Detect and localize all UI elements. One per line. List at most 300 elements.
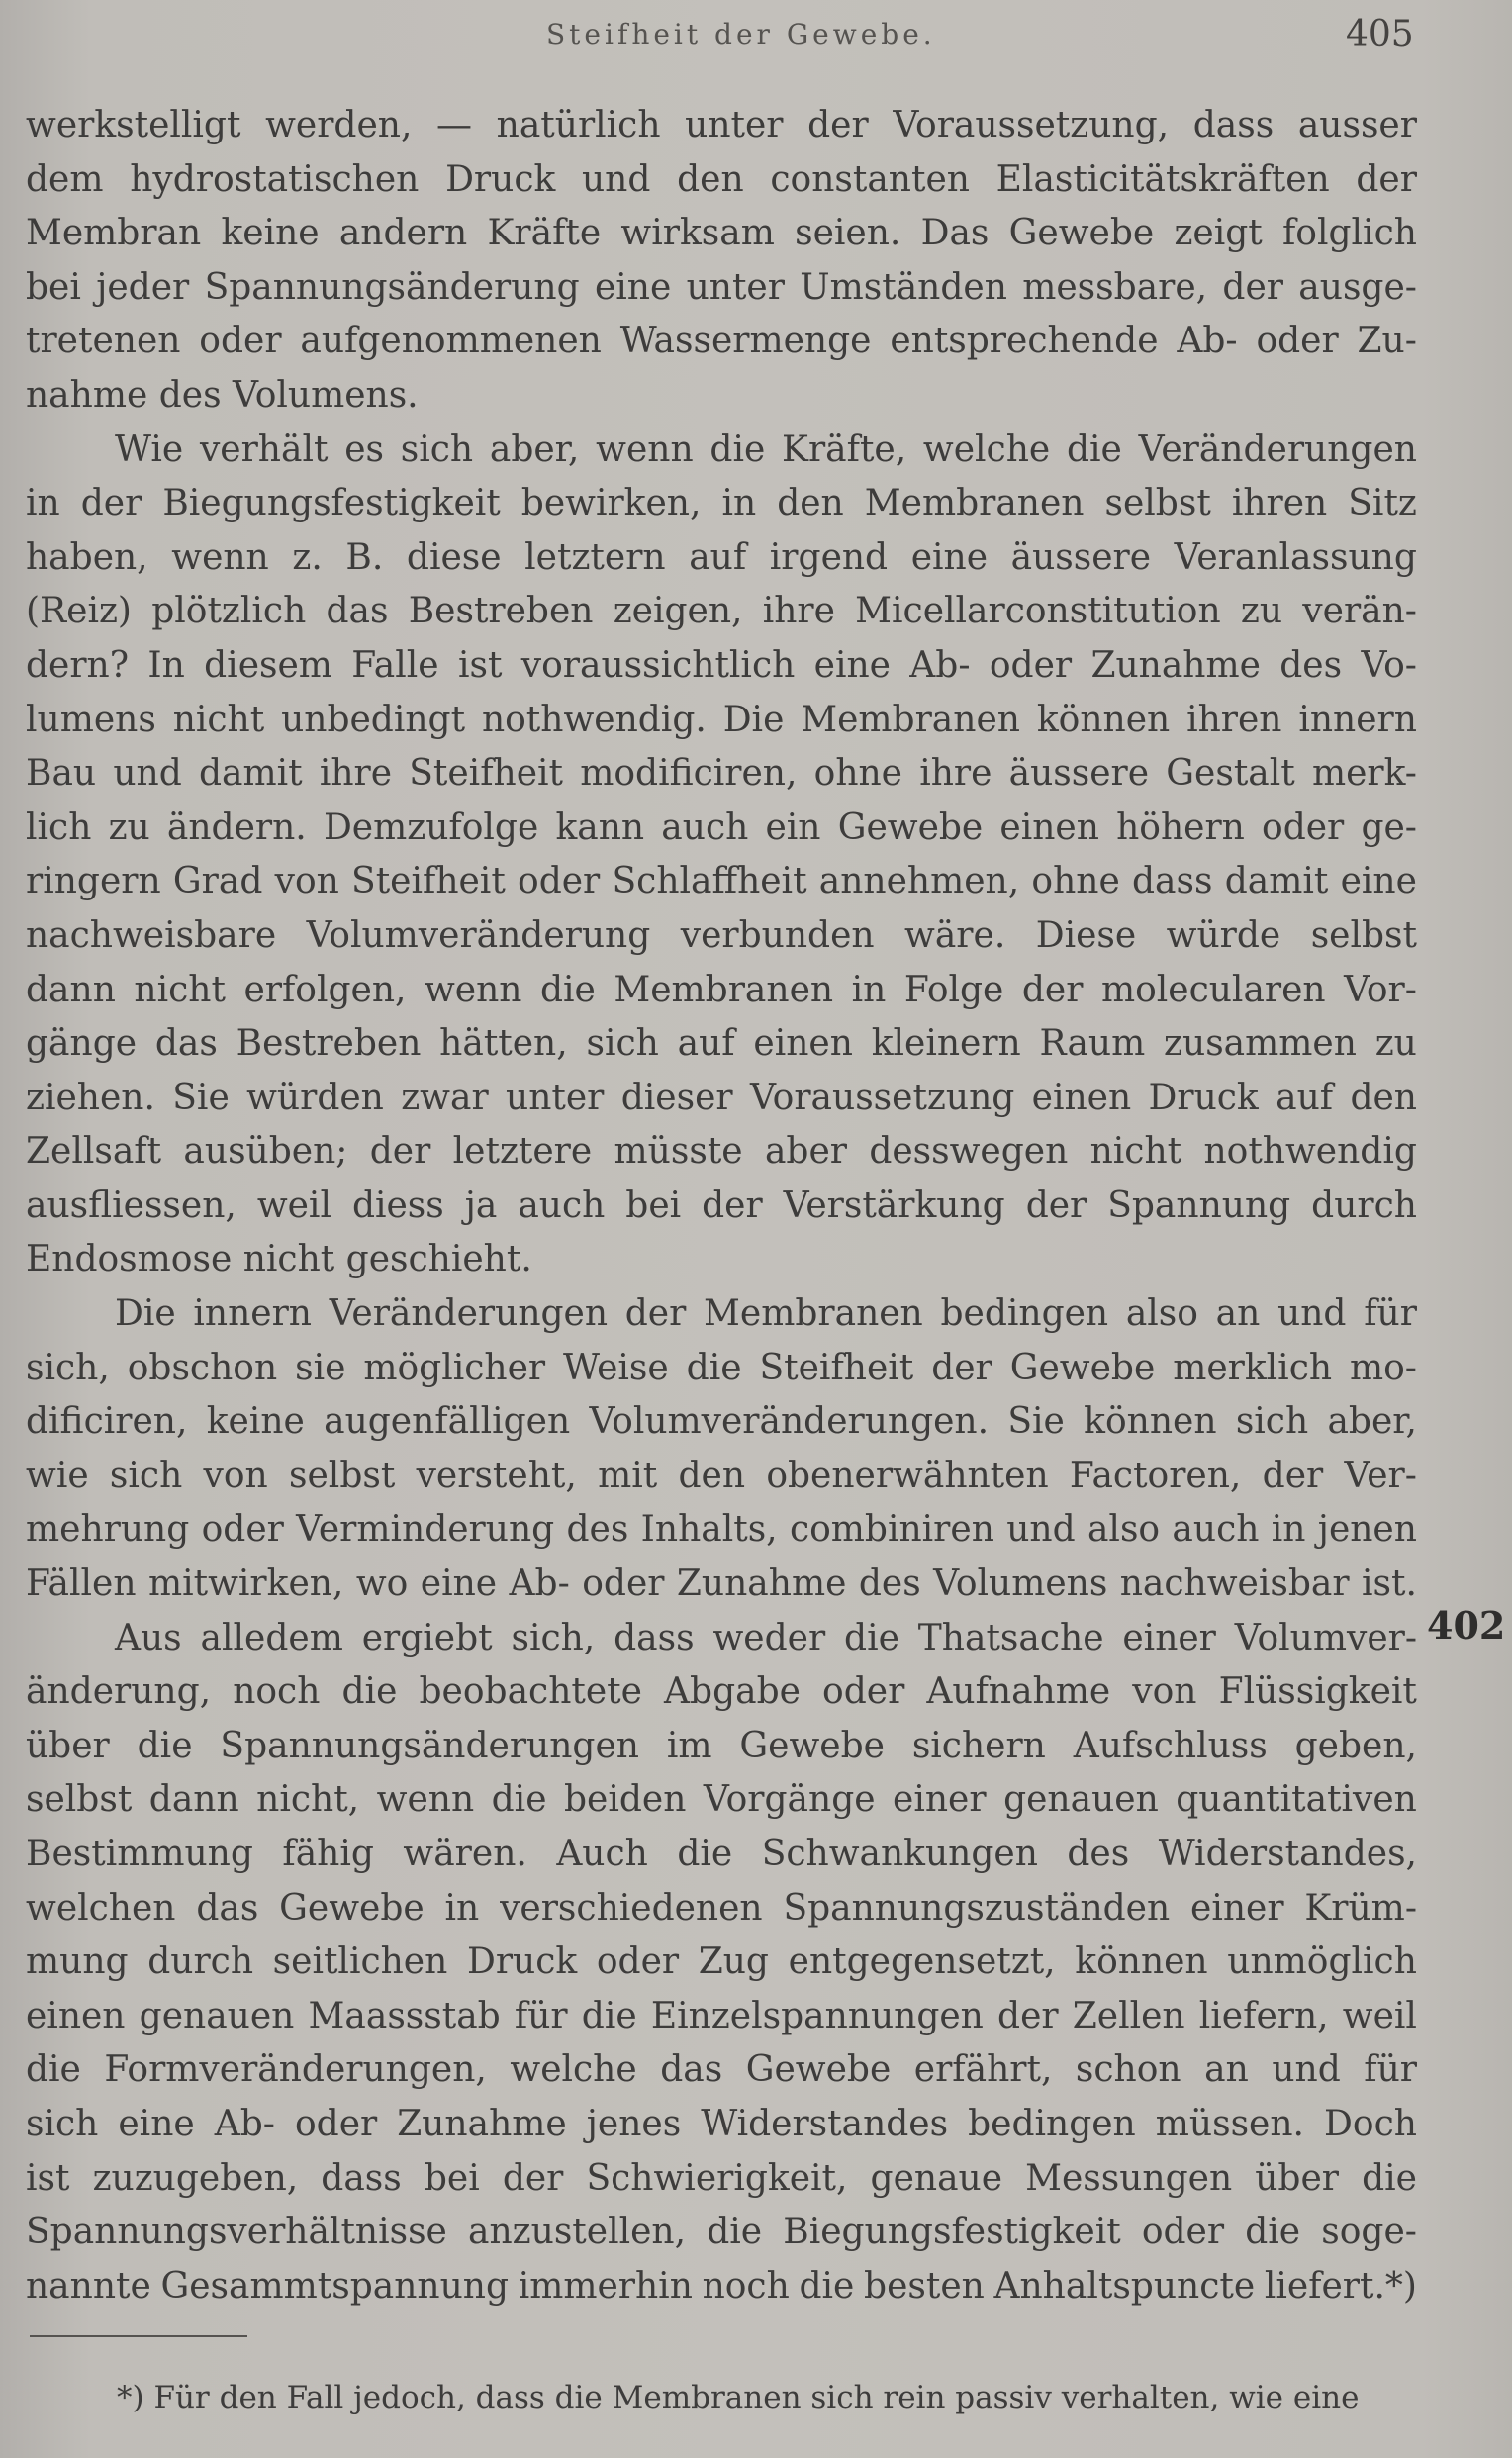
word: Spannungsänderungen [220, 1725, 639, 1766]
text-line [26, 1558, 1417, 1612]
text-line [26, 639, 1417, 694]
word: oder [582, 1563, 665, 1605]
word: wirksam [620, 213, 775, 254]
word: genauen [1003, 1779, 1159, 1821]
word: Gewebe [279, 1887, 425, 1929]
word: Schwankungen [761, 1834, 1038, 1874]
word: des [1067, 1834, 1130, 1874]
text-line [26, 694, 1417, 748]
text-line [26, 424, 1417, 478]
word: Das [920, 213, 990, 254]
word: wenn [596, 428, 694, 470]
word: zu [108, 806, 150, 848]
word: Veranlassung [1174, 536, 1417, 578]
word: molecularen [1100, 969, 1326, 1010]
word: ausser [1297, 105, 1417, 145]
word: werkstelligt [26, 105, 241, 145]
word: in [1271, 1509, 1306, 1551]
word: es [344, 428, 384, 470]
word: des [858, 1563, 921, 1605]
word: eine [813, 644, 891, 686]
word: liefern, [1198, 1995, 1329, 2036]
word: ein [765, 806, 821, 848]
word: entgegensetzt, [788, 1941, 1056, 1983]
word: Gewebe [837, 806, 984, 848]
word: der [1222, 266, 1283, 308]
word: Aus [115, 1617, 182, 1658]
word: Factoren, [1069, 1455, 1242, 1496]
word: verschiedenen [500, 1887, 763, 1929]
word: Druck [1148, 1077, 1259, 1118]
word: dass [1192, 105, 1275, 145]
word: einer [1122, 1617, 1216, 1658]
word: B. [345, 536, 384, 578]
word: Gesammtspannung [160, 2265, 509, 2307]
word: das [154, 1023, 218, 1065]
word: Gewebe [745, 2049, 892, 2091]
word: Bestreben [408, 591, 594, 632]
text-line [26, 855, 1417, 909]
word: sich [26, 2103, 99, 2144]
word: noch [702, 2265, 790, 2307]
word: Verstärkung [783, 1184, 1005, 1226]
word: nicht, [256, 1779, 360, 1821]
word: diesem [204, 644, 332, 686]
word: aber [764, 1131, 847, 1173]
word: äussere [1008, 753, 1150, 795]
word: Volumver- [1234, 1617, 1417, 1658]
word: oder [989, 644, 1073, 686]
word: anzustellen, [468, 2212, 687, 2253]
word: genauen [139, 1995, 295, 2036]
text-line [26, 477, 1417, 531]
word: Gewebe [739, 1725, 885, 1766]
word: dass [321, 2157, 402, 2199]
word: mehrung [26, 1509, 190, 1551]
word: Sie [172, 1077, 230, 1118]
word: innern [1298, 699, 1417, 740]
word: oder [1262, 806, 1345, 848]
word: sich, [26, 1347, 110, 1388]
word: Zunahme [397, 2103, 567, 2144]
word: zuzugeben, [92, 2157, 299, 2199]
word: weil [1342, 1995, 1417, 2036]
word: können [1084, 1401, 1217, 1443]
word: der [369, 1131, 431, 1173]
word: den [677, 158, 744, 200]
word: zwar [401, 1077, 489, 1118]
word: von [203, 1455, 268, 1496]
word: Ab- [1177, 321, 1238, 362]
word: sich [1235, 1401, 1309, 1443]
word: Bestreben [236, 1023, 422, 1065]
word: Spannungsverhältnisse [26, 2212, 447, 2253]
word: Inhalts, [640, 1509, 778, 1551]
word: dass [614, 1617, 695, 1658]
word: Vor- [1344, 969, 1417, 1010]
word: seien. [795, 213, 901, 254]
word: ja [464, 1184, 498, 1226]
word: Zug [698, 1941, 769, 1983]
word: eine [594, 266, 672, 308]
word: Demzufolge [323, 806, 539, 848]
word: Abgabe [664, 1671, 801, 1713]
word: der [624, 1293, 687, 1335]
word: Volumveränderung [306, 914, 651, 956]
text-line [26, 1180, 1417, 1234]
word: beobachtete [419, 1671, 642, 1713]
word: zeigen, [613, 591, 743, 632]
word: und [1277, 1293, 1347, 1335]
word: Doch [1324, 2103, 1417, 2144]
word: bedingen [968, 2103, 1136, 2144]
text-line [26, 1612, 1417, 1666]
body-text [26, 99, 1417, 2314]
word: Zunahme [676, 1563, 847, 1605]
word: verän- [1302, 591, 1417, 632]
word: den [777, 483, 844, 524]
word: in [851, 969, 887, 1010]
word: des [158, 374, 222, 416]
word: dann [26, 969, 116, 1010]
word: Verminderung [296, 1509, 555, 1551]
word: verhält [199, 428, 329, 470]
word: Maassstab [308, 1995, 501, 2036]
word: kann [555, 806, 645, 848]
running-head-title: Steifheit der Gewebe. [546, 18, 936, 50]
text-line [26, 1665, 1417, 1720]
word: der [702, 1184, 763, 1226]
word: die [26, 2049, 81, 2091]
word: auf [689, 536, 747, 578]
word: Volumens. [233, 374, 419, 416]
word: Zellsaft [26, 1131, 162, 1173]
text-line [26, 1828, 1417, 1882]
word: obschon [127, 1347, 278, 1388]
text-line [26, 585, 1417, 639]
word: Gewebe [1009, 1347, 1156, 1388]
word: würde [1166, 914, 1281, 956]
word: über [26, 1725, 110, 1766]
word: kleinern [871, 1023, 1021, 1065]
word: auch [518, 1184, 606, 1226]
word: ge- [1361, 806, 1417, 848]
word: das [660, 2049, 723, 2091]
word: selbst [1310, 914, 1417, 956]
word: den [1350, 1077, 1417, 1118]
word: zu [1374, 1023, 1417, 1065]
word: oder [201, 1509, 284, 1551]
word: der [997, 1995, 1059, 2036]
word: lumens [26, 699, 156, 740]
text-line [26, 207, 1417, 261]
word: Zunahme [1090, 644, 1261, 686]
text-line [26, 1233, 1417, 1287]
word: geben, [1294, 1725, 1417, 1766]
word: seitlichen [272, 1941, 448, 1983]
word: voraussichtlich [520, 644, 796, 686]
word: Bestimmung [26, 1834, 253, 1874]
word: mung [26, 1941, 129, 1983]
word: werden, [265, 105, 413, 145]
word: Raum [1039, 1023, 1146, 1065]
word: Messungen [1025, 2157, 1233, 2199]
word: keine [221, 213, 320, 254]
word: oder [199, 321, 282, 362]
word: Membran [26, 213, 202, 254]
word: den [678, 1455, 746, 1496]
word: unter [506, 1077, 605, 1118]
word: nachweisbar [1119, 1563, 1350, 1605]
word: Spannungszuständen [783, 1887, 1171, 1929]
word: Spannung [1107, 1184, 1291, 1226]
word: Die [722, 699, 785, 740]
word: dieser [620, 1077, 733, 1118]
word: noch [233, 1671, 321, 1713]
word: Steifheit [409, 753, 563, 795]
word: gänge [26, 1023, 138, 1065]
word: der [1262, 1455, 1324, 1496]
word: dass [1132, 861, 1213, 902]
word: wo [355, 1563, 409, 1605]
word: irgend [769, 536, 889, 578]
word: liefert.*) [1264, 2265, 1417, 2307]
text-line [26, 2206, 1417, 2260]
word: wären. [403, 1834, 527, 1874]
word: Wie [115, 428, 184, 470]
word: Aufschluss [1073, 1725, 1268, 1766]
word: dann [148, 1779, 239, 1821]
word: annehmen, [818, 861, 1020, 902]
word: die [677, 1834, 733, 1874]
word: Wassermenge [619, 321, 872, 362]
word: die [844, 1617, 899, 1658]
word: der [807, 105, 869, 145]
word: ihren [1186, 699, 1282, 740]
word: Ab- [909, 644, 971, 686]
word: der [1356, 158, 1417, 200]
word: die [709, 428, 766, 470]
margin-page-reference: 402 [1427, 1603, 1506, 1648]
text-line [26, 99, 1417, 153]
word: Gestalt [1166, 753, 1295, 795]
word: Die [115, 1293, 176, 1335]
word: wäre. [904, 914, 1006, 956]
word: Auch [556, 1834, 648, 1874]
word: beiden [564, 1779, 687, 1821]
word: also [1087, 1509, 1161, 1551]
word: die [1362, 2157, 1417, 2199]
word: unter [685, 105, 784, 145]
word: einen [1031, 1077, 1132, 1118]
word: im [666, 1725, 712, 1766]
word: lich [26, 806, 92, 848]
word: ohne [813, 753, 902, 795]
word: selbst [26, 1779, 133, 1821]
word: würden [246, 1077, 384, 1118]
word: nicht [242, 1239, 335, 1280]
text-line [26, 1287, 1417, 1342]
word: Schlaffheit [612, 861, 807, 902]
word: folglich [1281, 213, 1417, 254]
word: selbst [289, 1455, 396, 1496]
word: die [539, 969, 596, 1010]
word: tretenen [26, 321, 181, 362]
text-line [26, 531, 1417, 586]
word: die [341, 1671, 398, 1713]
word: und [1006, 1509, 1076, 1551]
word: weder [712, 1617, 826, 1658]
word: nicht [1089, 1131, 1182, 1173]
word: von [1132, 1671, 1197, 1713]
word: Volumveränderungen. [589, 1401, 990, 1443]
text-line [26, 2152, 1417, 2207]
word: wie [26, 1455, 89, 1496]
word: Druck [445, 158, 556, 200]
word: aufgenommenen [300, 321, 602, 362]
word: des [566, 1509, 629, 1551]
word: nothwendig [1203, 1131, 1417, 1173]
text-line [26, 909, 1417, 964]
word: — [436, 105, 473, 145]
word: Krüm- [1304, 1887, 1417, 1929]
text-line [26, 802, 1417, 856]
word: Kräfte [487, 213, 602, 254]
word: natürlich [496, 105, 661, 145]
word: müsste [614, 1131, 743, 1173]
word: damit [1224, 861, 1329, 902]
word: sichern [911, 1725, 1046, 1766]
word: Membranen [704, 1293, 923, 1335]
word: für [514, 1995, 568, 2036]
word: Veränderungen [329, 1293, 609, 1335]
word: entsprechende [890, 321, 1159, 362]
word: ausüben; [183, 1131, 348, 1173]
word: merklich [1173, 1347, 1333, 1388]
word: die [686, 1347, 742, 1388]
word: also [1125, 1293, 1198, 1335]
word: ihre [319, 753, 393, 795]
word: auf [1276, 1077, 1334, 1118]
text-line [26, 1450, 1417, 1504]
word: bei [26, 266, 81, 308]
word: welche [510, 2049, 637, 2091]
footnote-divider [30, 2335, 247, 2337]
word: Veränderungen [1138, 428, 1417, 470]
text-line [26, 1720, 1417, 1774]
word: mitwirken, [147, 1563, 344, 1605]
word: die [491, 1779, 547, 1821]
word: nicht [172, 699, 265, 740]
word: Fällen [26, 1563, 137, 1605]
word: Vorgänge [703, 1779, 876, 1821]
word: Weise [563, 1347, 669, 1388]
word: Biegungsfestigkeit [162, 483, 501, 524]
word: bei [424, 2157, 480, 2199]
word: keine [206, 1401, 305, 1443]
text-line [26, 1503, 1417, 1558]
page-number: 405 [1346, 14, 1414, 54]
word: andern [338, 213, 468, 254]
word: eine [910, 536, 989, 578]
word: Bau [26, 753, 97, 795]
word: wenn [376, 1779, 475, 1821]
word: sich, [511, 1617, 596, 1658]
word: der [1025, 1184, 1087, 1226]
word: zu [1240, 591, 1283, 632]
text-line [26, 2098, 1417, 2152]
word: ohne [1031, 861, 1120, 902]
word: ringern [26, 861, 161, 902]
word: die [1066, 428, 1122, 470]
word: Widerstandes, [1158, 1834, 1417, 1874]
word: Falle [351, 644, 439, 686]
word: oder [1141, 2212, 1225, 2253]
word: Steifheit [759, 1347, 914, 1388]
word: mo- [1350, 1347, 1417, 1388]
word: ausge- [1298, 266, 1417, 308]
word: innern [193, 1293, 312, 1335]
word: aber, [1327, 1401, 1417, 1443]
word: änderung, [26, 1671, 212, 1713]
word: combiniren [789, 1509, 994, 1551]
word: soge- [1321, 2212, 1417, 2253]
word: und [582, 158, 651, 200]
word: letztere [452, 1131, 593, 1173]
word: constanten [770, 158, 970, 200]
word: nahme [26, 374, 148, 416]
word: Formveränderungen, [104, 2049, 487, 2091]
word: einen [753, 1023, 853, 1065]
word: geschieht. [345, 1239, 532, 1280]
word: Sie [1007, 1401, 1065, 1443]
word: Widerstandes [701, 2103, 949, 2144]
text-line [26, 153, 1417, 208]
word: obenerwähnten [766, 1455, 1049, 1496]
word: zusammen [1164, 1023, 1357, 1065]
word: müssen. [1155, 2103, 1304, 2144]
word: die [581, 1995, 637, 2036]
word: augenfälligen [324, 1401, 571, 1443]
word: z. [292, 536, 323, 578]
word: erfährt, [913, 2049, 1053, 2091]
word: Umständen [800, 266, 1007, 308]
word: die [137, 1725, 193, 1766]
word: eine [118, 2103, 195, 2144]
text-line [26, 1936, 1417, 1990]
text-line [26, 1017, 1417, 1072]
word: diese [406, 536, 502, 578]
word: erfolgen, [243, 969, 407, 1010]
word: modificiren, [580, 753, 798, 795]
text-line [26, 1395, 1417, 1450]
word: ergiebt [361, 1617, 493, 1658]
word: Grad [172, 861, 263, 902]
word: eine [1340, 861, 1417, 902]
word: oder [518, 861, 601, 902]
word: in [444, 1887, 480, 1929]
text-line [26, 2260, 1417, 2315]
word: hydrostatischen [130, 158, 420, 200]
word: oder [822, 1671, 905, 1713]
word: jenen [1317, 1509, 1417, 1551]
word: Druck [466, 1941, 578, 1983]
word: Anhaltspuncte [993, 2265, 1256, 2307]
word: diess [351, 1184, 444, 1226]
word: der [931, 1347, 992, 1388]
word: sich [109, 1455, 183, 1496]
word: ist [26, 2157, 70, 2199]
